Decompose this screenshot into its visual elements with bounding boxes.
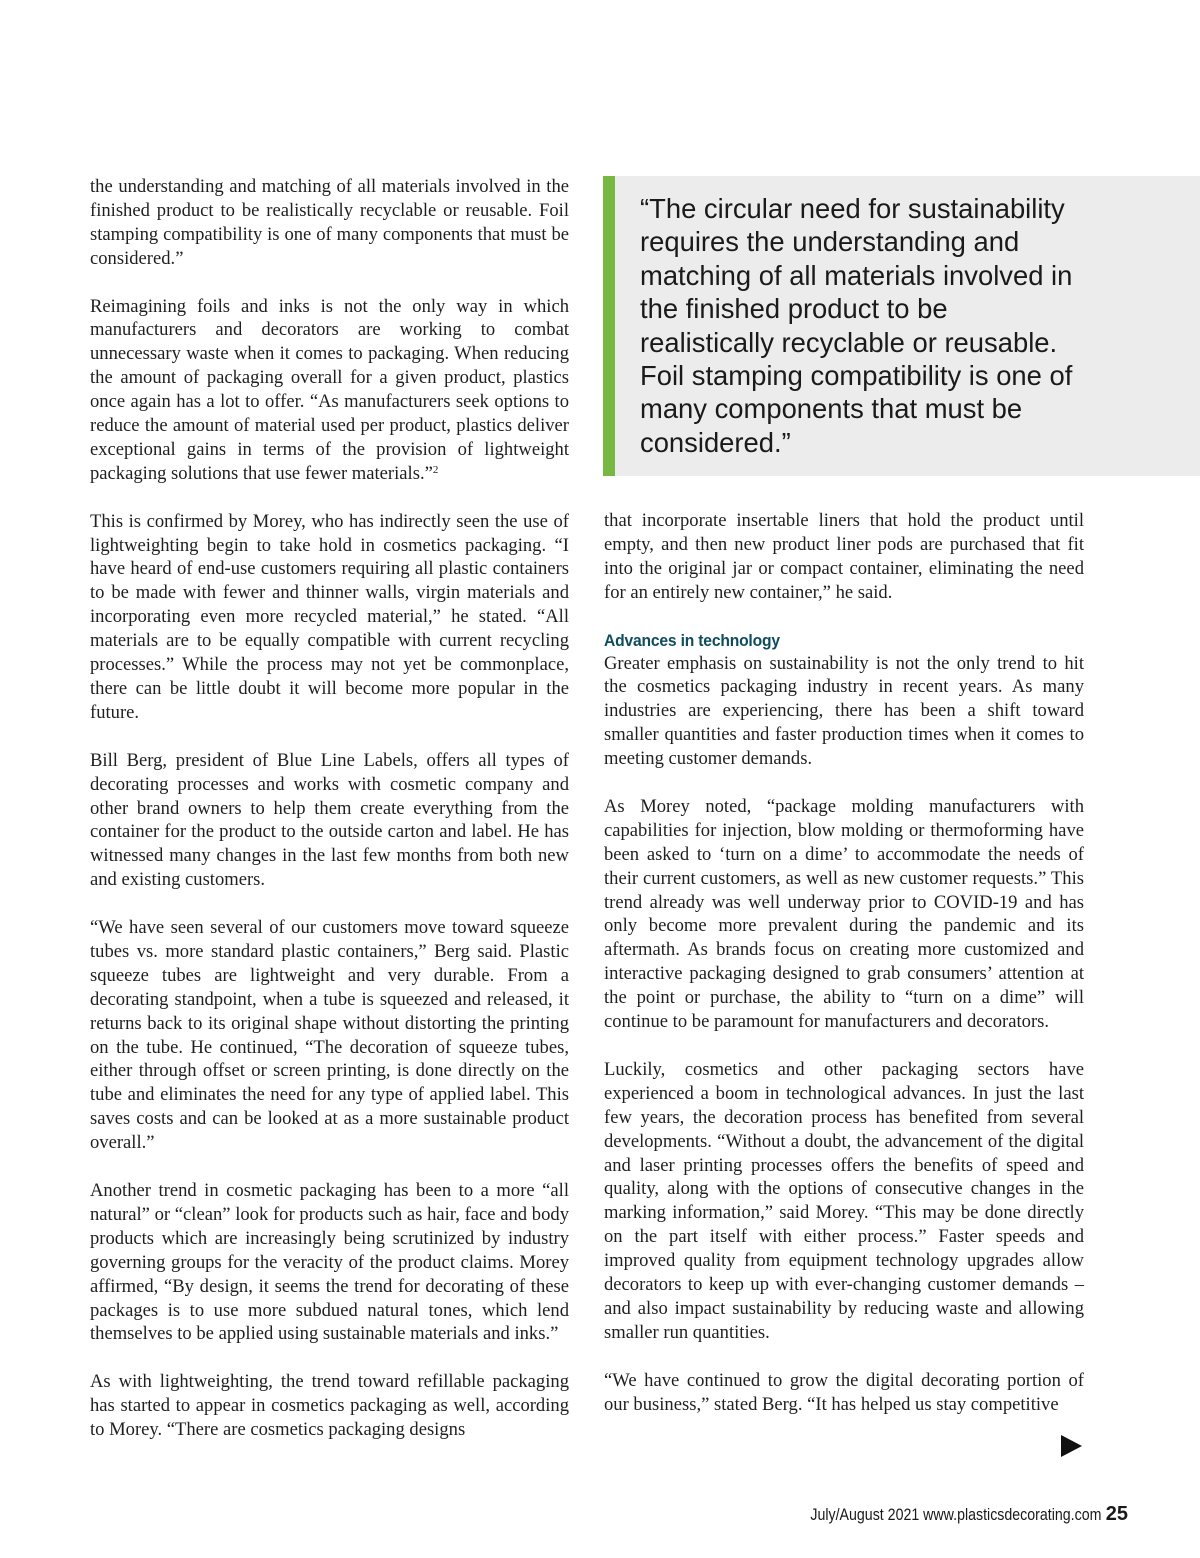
pull-quote [603,176,1200,476]
paragraph: “We have seen several of our customers move toward squeeze tubes vs. more standard plastic containers,” Berg said. Plastic squeeze tubes are lightweight and very durable. From a decorating standpoint, when a tube is squeezed and released, it returns back to its original shape without distorting the printing on the tube. He continued, “The decoration of squeeze tubes, either through offset or screen printing, is done directly on the tube and eliminates the need for any type of applied label. This saves costs and can be looked at as a more sustainable product overall.” [90,917,569,1154]
paragraph: Greater emphasis on sustainability is not the only trend to hit the cosmetics packaging industry in recent years. As many industries are experiencing, there has been a shift toward smaller quantities and faster production times when it comes to meeting customer demands. [604,652,1084,770]
paragraph: Another trend in cosmetic packaging has been to a more “all natural” or “clean” look for products such as hair, face and body products which are increasingly being scrutinized by industry governing groups for the veracity of the product claims. Morey affirmed, “By design, it seems the trend for decorating of these packages is to use more subdued natural tones, which lend themselves to be applied using sustainable materials and inks.” [90,1179,569,1345]
paragraph [90,295,569,486]
paragraph: This is confirmed by Morey, who has indirectly seen the use of lightweighting begin to take hold in cosmetics packaging. “I have heard of end-use customers requiring all plastic containers to be made with fewer and thinner walls, virgin materials and incorporating even more recycled material,” he stated. “All materials are to be equally compatible with current recycling processes.” While the process may not yet be commonplace, there can be little doubt it will become more popular in the future. [90,510,569,723]
paragraph: Luckily, cosmetics and other packaging sectors have experienced a boom in technological advances. In just the last few years, the decoration process has benefited from several developments. “Without a doubt, the advancement of the digital and laser printing processes offers the benefits of speed and quality, along with the options of consecutive changes in the marking information,” said Morey. “This may be done directly on the part itself with either process.” Faster speeds and improved quality from equipment technology upgrades allow decorators to keep up with ever-changing customer demands – and also impact sustainability by reducing waste and allowing smaller run quantities. [604,1058,1084,1343]
paragraph: the understanding and matching of all materials involved in the finished product to be realistically recyclable or reusable. Foil stamping compatibility is one of many components that must be considered.” [90,176,569,269]
page-footer [763,1503,1128,1526]
article-column-left [90,175,569,1442]
footer-issue-site: July/August 2021 www.plasticsdecorating.com [810,1506,1102,1524]
paragraph: Bill Berg, president of Blue Line Labels, offers all types of decorating processes and works with cosmetic company and other brand owners to help them create everything from the container for the product to the outside carton and label. He has witnessed many changes in the last few months from both new and existing customers. [90,749,569,891]
pull-quote-text: “The circular need for sustainability requires the understanding and matching of all materials involved in the finished product to be realistically recyclable or reusable. Foil stamping compatibility is one of many components that must be considered.” [640,193,1073,458]
paragraph: that incorporate insertable liners that hold the product until empty, and then new product liner pods are purchased that fit into the original jar or compact container, eliminating the need for an entirely new container,” he said. [604,510,1084,603]
triangle-right-icon [1061,1435,1082,1457]
section-heading: Advances in technology [604,630,780,650]
paragraph-text: Reimagining foils and inks is not the only way in which manufacturers and decorators are working to combat unnecessary waste when it comes to packaging. When reducing the amount of packaging overall for a given product, plastics once again has a lot to offer. “As manufacturers seek options to reduce the amount of material used per product, plastics deliver exceptional gains in terms of the provision of lightweight packaging solutions that use fewer materials.” [90,295,569,484]
paragraph: As Morey noted, “package molding manufacturers with capabilities for injection, blow molding or thermoforming have been asked to ‘turn on a dime’ to accommodate the needs of their current customers, as well as new customer requests.” This trend already was well underway prior to COVID-19 and has only become more prevalent during the pandemic and its aftermath. As brands focus on creating more customized and interactive packaging designed to grab consumers’ attention at the point or purchase, the ability to “turn on a dime” will continue to be paramount for manufacturers and decorators. [604,795,1084,1033]
page-number: 25 [1105,1503,1128,1525]
paragraph: As with lightweighting, the trend toward refillable packaging has started to appear in cosmetics packaging as well, according to Morey. “There are cosmetics packaging designs [90,1371,569,1441]
article-column-right [604,509,1084,1416]
paragraph: “We have continued to grow the digital decorating portion of our business,” stated Berg. “It has helped us stay competitive [604,1369,1084,1415]
footnote-marker: 2 [432,463,439,476]
